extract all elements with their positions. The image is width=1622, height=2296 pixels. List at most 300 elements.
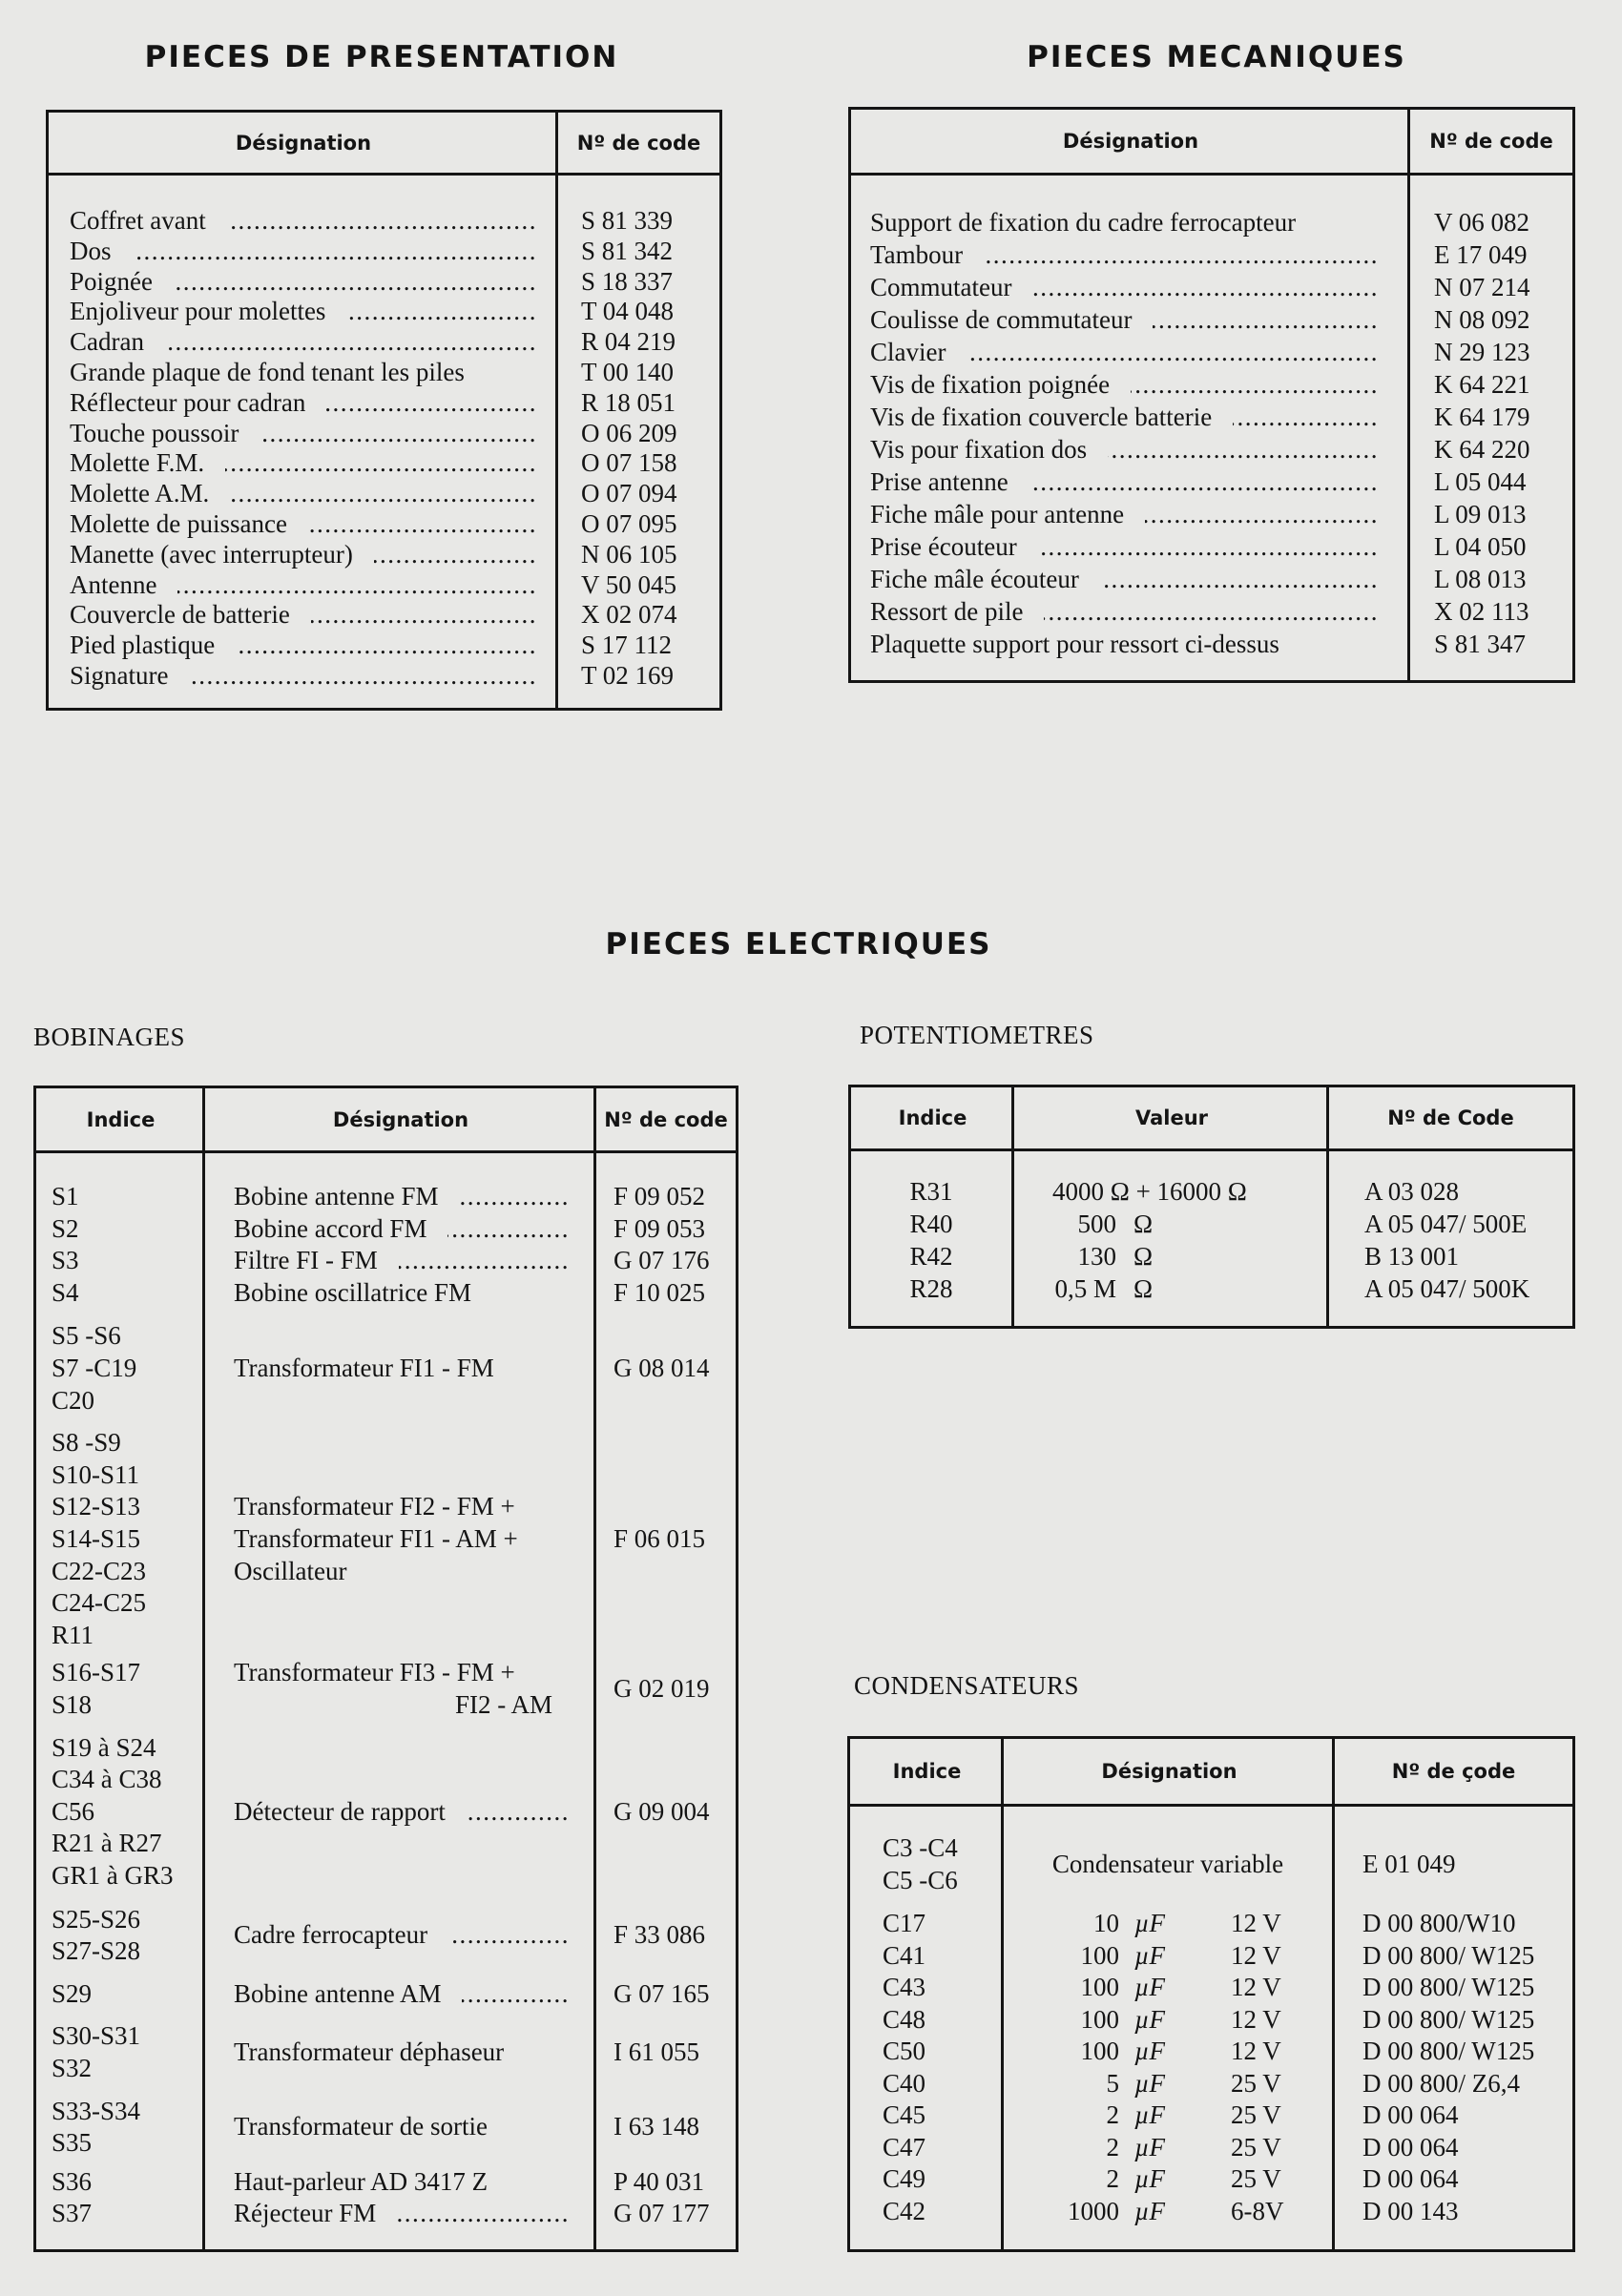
dot-leader [230, 479, 537, 509]
table-row [36, 1320, 736, 1417]
dot-leader [177, 570, 537, 601]
indice-cell [52, 1320, 195, 1417]
dot-leader [1145, 498, 1379, 530]
code-text: G 07 165 [613, 1978, 710, 2008]
code-cell: N 08 092 [1434, 305, 1530, 334]
designation-line [234, 1657, 570, 1689]
designation-cell [870, 336, 1379, 368]
indice-cell: C45 [883, 2100, 926, 2129]
indice-cell: C50 [883, 2037, 926, 2065]
designation-cell [70, 479, 537, 509]
indice-cell [52, 1245, 195, 1277]
dot-leader [133, 237, 537, 267]
designation-text: Signature [70, 660, 169, 690]
designation-cell [70, 570, 537, 601]
designation-line [234, 1459, 570, 1492]
electriques-title: PIECES ELECTRIQUES [605, 927, 992, 962]
designation-cell [234, 2166, 570, 2199]
table-row [851, 530, 1572, 563]
value-unit: µF [1134, 2004, 1166, 2034]
table-row [851, 401, 1572, 433]
table-row [49, 570, 719, 601]
table-row [49, 206, 719, 237]
designation-cell [870, 401, 1379, 433]
designation-text: Transformateur FI1 - FM [234, 1353, 494, 1382]
table-row [36, 2096, 736, 2160]
designation-text: Oscillateur [234, 1556, 347, 1585]
table-row [49, 479, 719, 509]
designation-line [234, 1919, 570, 1952]
indice-text: S37 [52, 2199, 93, 2228]
designation-line [234, 1620, 570, 1652]
code-cell [613, 1245, 710, 1277]
potentiometres-title: POTENTIOMETRES [860, 1021, 1094, 1049]
value-unit: µF [1134, 2132, 1166, 2162]
voltage-cell: 12 V [1231, 1909, 1281, 1937]
indice-cell: R31 [909, 1177, 953, 1206]
table-row [851, 238, 1572, 271]
indice-text: C3 -C4 [883, 1833, 958, 1862]
header-code: Nº de code [1429, 130, 1553, 153]
designation-text: Transformateur de sortie [234, 2112, 488, 2141]
indice-cell [52, 1181, 195, 1213]
indice-cell: R28 [909, 1274, 953, 1303]
indice-cell: R42 [909, 1242, 953, 1271]
designation-text: Condensateur variable [1051, 1849, 1284, 1878]
voltage-cell: 12 V [1231, 1940, 1281, 1970]
designation-text: Transformateur FI1 - AM + [234, 1523, 518, 1553]
presentation-title: PIECES DE PRESENTATION [144, 40, 619, 74]
value-number: 100 [1080, 1940, 1119, 1970]
value-unit: µF [1134, 1909, 1166, 1937]
value-number: 500 [1077, 1210, 1116, 1238]
designation-cell [870, 368, 1379, 401]
table-header [36, 1088, 736, 1153]
table-row [850, 2099, 1572, 2132]
code-cell [613, 1320, 710, 1417]
code-text: G 07 176 [613, 1246, 710, 1275]
designation-text: Enjoliveur pour molettes [70, 297, 326, 326]
dot-leader [1108, 433, 1379, 465]
indice-text: S5 -S6 [52, 1321, 121, 1351]
value-unit: µF [1134, 2164, 1166, 2193]
designation-text: Molette de puissance [70, 508, 287, 538]
indice-text: C5 -C6 [883, 1865, 958, 1894]
designation-cell [870, 238, 1379, 271]
code-cell [613, 2166, 704, 2199]
dot-leader [967, 336, 1379, 368]
designation-cell [234, 1320, 570, 1417]
code-cell: D 00 064 [1362, 2100, 1459, 2129]
table-row [851, 1240, 1572, 1272]
code-cell: D 00 064 [1362, 2132, 1459, 2162]
designation-text: Coffret avant [70, 206, 206, 235]
dot-leader [308, 509, 537, 540]
table-row [36, 1732, 736, 1893]
designation-cell [1001, 1832, 1335, 1896]
dot-leader [1038, 530, 1379, 563]
table-row [36, 1657, 736, 1721]
code-cell: D 00 800/ W125 [1362, 2004, 1535, 2034]
designation-cell [70, 540, 537, 570]
code-cell: V 06 082 [1434, 208, 1530, 237]
designation-cell [70, 388, 537, 419]
code-cell: L 09 013 [1434, 500, 1527, 528]
table-row [49, 237, 719, 267]
code-cell: S 17 112 [581, 631, 673, 660]
dot-leader [1029, 465, 1379, 498]
dot-leader [165, 327, 537, 358]
designation-cell [70, 631, 537, 661]
value-number: 2 [1106, 2164, 1119, 2193]
designation-line [234, 1523, 570, 1556]
designation-text: Vis de fixation poignée [870, 370, 1111, 399]
indice-text: S27-S28 [52, 1936, 141, 1966]
table-header [851, 110, 1572, 176]
dot-leader [260, 419, 537, 449]
table-row [49, 448, 719, 479]
code-cell: A 03 028 [1364, 1177, 1460, 1206]
code-cell: S 18 337 [581, 266, 674, 296]
indice-cell [52, 2198, 195, 2230]
code-cell: S 81 347 [1434, 630, 1527, 658]
voltage-cell: 25 V [1231, 2132, 1281, 2162]
voltage-cell: 6-8V [1231, 2196, 1284, 2225]
indice-cell: C49 [883, 2164, 926, 2193]
indice-cell [52, 1978, 195, 2011]
designation-line [234, 1427, 570, 1459]
designation-text: Tambour [870, 240, 964, 269]
designation-cell [234, 1904, 570, 1968]
code-cell: K 64 221 [1434, 370, 1530, 399]
dot-leader [174, 267, 537, 298]
table-row [850, 2036, 1572, 2068]
code-text: F 10 025 [613, 1277, 706, 1307]
designation-line [234, 1181, 570, 1213]
designation-cell [234, 1978, 570, 2011]
designation-text: Fiche mâle pour antenne [870, 500, 1125, 528]
designation-line [234, 1277, 570, 1310]
designation-cell [870, 271, 1379, 303]
value-unit: Ω [1133, 1274, 1154, 1303]
designation-line [234, 1353, 570, 1385]
code-cell: T 02 169 [581, 660, 675, 690]
header-designation: Désignation [1062, 130, 1199, 153]
value-unit: µF [1134, 2100, 1166, 2129]
presentation-table [46, 110, 722, 711]
table-row [36, 1427, 736, 1651]
value-number: 130 [1077, 1242, 1116, 1271]
code-cell [613, 2096, 699, 2160]
designation-text: Détecteur de rapport [234, 1796, 446, 1826]
value-number: 1000 [1068, 2196, 1119, 2225]
designation-cell [70, 206, 537, 237]
table-row [36, 1245, 736, 1277]
header-designation: Désignation [235, 131, 372, 155]
indice-cell: C43 [883, 1973, 926, 2001]
code-cell: A 05 047/ 500E [1364, 1210, 1528, 1238]
designation-text: Cadre ferrocapteur [234, 1920, 428, 1950]
code-cell: O 07 158 [581, 448, 677, 478]
table-row [851, 336, 1572, 368]
indice-text: S2 [52, 1213, 79, 1243]
dot-leader [326, 388, 537, 419]
code-cell: S 81 339 [581, 206, 674, 235]
table-row [851, 563, 1572, 595]
table-row [851, 498, 1572, 530]
designation-cell [234, 2020, 570, 2084]
dot-leader [1044, 595, 1379, 628]
value-number: 100 [1080, 1973, 1119, 2001]
table-row [49, 631, 719, 661]
value-unit: Ω [1133, 1210, 1154, 1238]
code-cell: X 02 113 [1434, 597, 1529, 626]
designation-text: Bobine accord FM [234, 1213, 427, 1243]
table-row [36, 1978, 736, 2011]
code-cell [613, 1657, 710, 1721]
code-text: I 61 055 [613, 2037, 699, 2067]
indice-text: S36 [52, 2166, 93, 2196]
indice-text: S10-S11 [52, 1459, 140, 1489]
header-code: Nº de code [576, 131, 701, 155]
code-cell: D 00 800/ W125 [1362, 1940, 1535, 1970]
designation-cell [70, 600, 537, 631]
table-row [851, 1208, 1572, 1240]
indice-text: C20 [52, 1385, 95, 1415]
designation-cell [870, 206, 1379, 238]
code-cell: K 64 220 [1434, 435, 1530, 464]
designation-text: Molette F.M. [70, 448, 205, 478]
code-cell: O 06 209 [581, 418, 677, 447]
indice-text: S32 [52, 2053, 93, 2082]
dot-leader [1233, 401, 1379, 433]
table-row [49, 358, 719, 388]
code-cell: V 50 045 [581, 569, 677, 599]
dot-leader [311, 600, 537, 631]
indice-cell [52, 1427, 195, 1651]
designation-line [234, 2111, 570, 2143]
designation-cell [234, 1732, 570, 1893]
code-cell: L 08 013 [1434, 565, 1527, 593]
designation-cell [234, 1181, 570, 1213]
designation-text: Bobine antenne AM [234, 1978, 442, 2008]
indice-text: R21 à R27 [52, 1829, 162, 1858]
value-cell: 4000 Ω + 16000 Ω [1052, 1177, 1247, 1206]
dot-leader [374, 540, 537, 570]
code-text: I 63 148 [613, 2112, 699, 2141]
designation-cell [70, 297, 537, 327]
value-unit: µF [1134, 1940, 1166, 1970]
code-text: G 07 177 [613, 2199, 710, 2228]
header-code: Nº de Code [1387, 1107, 1514, 1129]
designation-line [234, 2166, 570, 2199]
dot-leader [1153, 303, 1379, 336]
code-cell: R 18 051 [581, 387, 676, 417]
value-unit: µF [1134, 2068, 1166, 2098]
value-unit: µF [1134, 2037, 1166, 2065]
code-cell: L 04 050 [1434, 532, 1527, 561]
indice-text: S7 -C19 [52, 1353, 137, 1382]
designation-cell [870, 595, 1379, 628]
indice-text: C22-C23 [52, 1556, 147, 1585]
indice-text: S30-S31 [52, 2021, 141, 2051]
table-row [850, 2132, 1572, 2164]
designation-line [234, 1213, 570, 1246]
table-row [850, 2004, 1572, 2037]
table-row [36, 1277, 736, 1310]
indice-text: S33-S34 [52, 2096, 141, 2125]
indice-text: C34 à C38 [52, 1765, 162, 1794]
code-cell: L 05 044 [1434, 467, 1527, 496]
code-cell: D 00 800/ W125 [1362, 2037, 1535, 2065]
designation-cell [70, 419, 537, 449]
designation-cell [870, 498, 1379, 530]
table-row [851, 433, 1572, 465]
potentiometres-table [848, 1085, 1575, 1329]
dot-leader [448, 1919, 570, 1952]
value-unit: µF [1134, 2196, 1166, 2225]
header-indice: Indice [898, 1107, 967, 1129]
indice-text: S12-S13 [52, 1492, 141, 1521]
header-code: Nº de çode [1391, 1760, 1516, 1783]
code-cell: B 13 001 [1364, 1242, 1460, 1271]
code-cell: N 29 123 [1434, 338, 1530, 366]
designation-cell [70, 358, 537, 388]
code-cell: D 00 800/W10 [1362, 1909, 1516, 1937]
designation-cell [870, 628, 1379, 660]
header-indice: Indice [892, 1760, 962, 1783]
table-row [850, 2068, 1572, 2100]
indice-cell: C17 [883, 1909, 926, 1937]
designation-cell [234, 1245, 570, 1277]
table-row [850, 1908, 1572, 1940]
indice-cell: R40 [909, 1210, 953, 1238]
dot-leader [1032, 271, 1379, 303]
designation-text: Dos [70, 236, 112, 265]
indice-cell [52, 1213, 195, 1246]
indice-cell [52, 1277, 195, 1310]
designation-cell [870, 303, 1379, 336]
indice-cell: C42 [883, 2196, 926, 2225]
designation-cell [870, 563, 1379, 595]
code-cell: R 04 219 [581, 327, 676, 357]
header-designation: Désignation [1101, 1760, 1237, 1783]
designation-text: Prise écouteur [870, 532, 1017, 561]
table-row [49, 267, 719, 298]
code-cell: D 00 800/ Z6,4 [1362, 2068, 1520, 2098]
designation-cell [70, 237, 537, 267]
voltage-cell: 25 V [1231, 2068, 1281, 2098]
voltage-cell: 12 V [1231, 2004, 1281, 2034]
code-cell: D 00 800/ W125 [1362, 1973, 1535, 2001]
table-row [851, 465, 1572, 498]
table-row [36, 1213, 736, 1246]
designation-text: Bobine oscillatrice FM [234, 1277, 471, 1307]
table-row [851, 1175, 1572, 1208]
code-cell: A 05 047/ 500K [1364, 1274, 1530, 1303]
code-cell: E 17 049 [1434, 240, 1528, 269]
table-header [851, 1087, 1572, 1151]
code-cell: D 00 143 [1362, 2196, 1459, 2225]
dot-leader [397, 2198, 570, 2230]
table-row [49, 509, 719, 540]
value-number: 100 [1080, 2037, 1119, 2065]
designation-text: Vis de fixation couvercle batterie [870, 403, 1213, 431]
designation-text: Réjecteur FM [234, 2199, 377, 2228]
code-text: F 33 086 [613, 1920, 706, 1950]
indice-cell [52, 2166, 195, 2199]
dot-leader [467, 1796, 570, 1829]
code-cell [613, 1181, 705, 1213]
designation-text: Coulisse de commutateur [870, 305, 1133, 334]
dot-leader [225, 448, 537, 479]
indice-cell [52, 1657, 195, 1721]
designation-text: Plaquette support pour ressort ci-dessus [870, 630, 1279, 658]
designation-text: Antenne [70, 569, 157, 599]
code-cell [613, 1277, 705, 1310]
designation-text: Filtre FI - FM [234, 1246, 378, 1275]
table-row [850, 1832, 1572, 1896]
indice-text: S16-S17 [52, 1658, 141, 1687]
code-text: P 40 031 [613, 2166, 705, 2196]
code-text: F 09 052 [613, 1182, 706, 1210]
designation-text: Transformateur déphaseur [234, 2037, 505, 2067]
designation-text: Commutateur [870, 273, 1012, 301]
designation-line [234, 1491, 570, 1523]
designation-text: Pied plastique [70, 631, 216, 660]
designation-text: Cadran [70, 327, 144, 357]
table-row [36, 2198, 736, 2230]
designation-cell [870, 465, 1379, 498]
code-cell [613, 1904, 705, 1968]
code-cell: N 07 214 [1434, 273, 1530, 301]
dot-leader [227, 206, 537, 237]
code-cell [613, 2198, 710, 2230]
designation-line [234, 1689, 570, 1722]
table-row [36, 1181, 736, 1213]
header-valeur: Valeur [1134, 1107, 1209, 1129]
designation-cell [70, 661, 537, 692]
table-header [850, 1739, 1572, 1807]
voltage-cell: 25 V [1231, 2100, 1281, 2129]
designation-cell [70, 267, 537, 298]
bobinages-title: BOBINAGES [33, 1023, 186, 1051]
value-number: 2 [1106, 2132, 1119, 2162]
dot-leader [1100, 563, 1379, 595]
indice-cell [52, 1732, 195, 1893]
designation-text: Support de fixation du cadre ferrocapteur [870, 208, 1297, 237]
designation-text: Réflecteur pour cadran [70, 387, 306, 417]
dot-leader [1131, 368, 1379, 401]
indice-text: C24-C25 [52, 1588, 147, 1618]
table-row [851, 628, 1572, 660]
table-row [36, 2020, 736, 2084]
designation-text: Touche poussoir [70, 418, 239, 447]
designation-line [234, 1556, 570, 1588]
table-row [36, 1904, 736, 1968]
value-unit: µF [1134, 1973, 1166, 2001]
code-cell: S 81 342 [581, 236, 674, 265]
code-cell [613, 1427, 705, 1651]
code-text: G 02 019 [613, 1674, 710, 1704]
mecaniques-title: PIECES MECANIQUES [1027, 40, 1406, 74]
mecaniques-table [848, 107, 1575, 683]
designation-cell [234, 2198, 570, 2230]
dot-leader [346, 297, 537, 327]
indice-text: S35 [52, 2128, 93, 2158]
table-row [850, 2163, 1572, 2196]
table-row [851, 206, 1572, 238]
